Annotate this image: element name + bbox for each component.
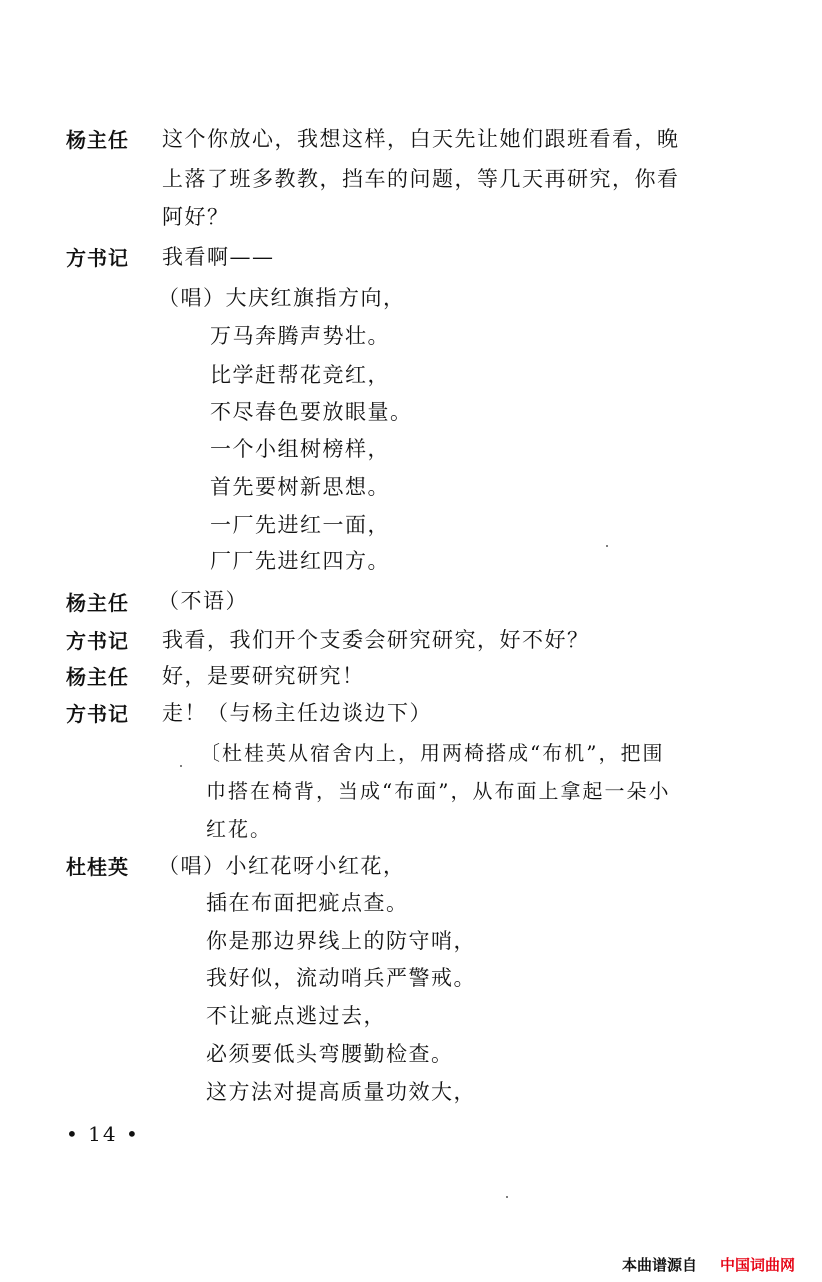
song-line: 一厂先进红一面，: [210, 513, 390, 537]
song-line: 插在布面把疵点查。: [206, 891, 409, 915]
speaker-name: 杨主任: [66, 128, 129, 152]
speaker-name: 方书记: [66, 246, 129, 270]
scan-speck: [506, 1196, 508, 1198]
stage-direction-line: 〔杜桂英从宿舍内上，用两椅搭成“布机”，把围: [200, 741, 665, 765]
dialogue-line: 我看，我们开个支委会研究研究，好不好？: [162, 628, 590, 652]
song-line: 你是那边界线上的防守哨，: [206, 929, 476, 953]
dialogue-line: 好，是要研究研究！: [162, 664, 365, 688]
footer-site-link[interactable]: 中国词曲网: [720, 1256, 796, 1274]
scan-speck: [180, 765, 182, 767]
speaker-name: 方书记: [66, 629, 129, 653]
song-line: 万马奔腾声势壮。: [210, 324, 390, 348]
song-line: 我好似，流动哨兵严警戒。: [206, 966, 476, 990]
page-number: • 14 •: [66, 1122, 140, 1146]
song-line: 不让疵点逃过去，: [206, 1004, 386, 1028]
song-line: 厂厂先进红四方。: [210, 549, 390, 573]
stage-direction-line: 红花。: [206, 817, 272, 841]
song-line: 一个小组树榜样，: [210, 437, 390, 461]
speaker-name: 杜桂英: [66, 855, 129, 879]
dialogue-line: 上落了班多教教，挡车的问题，等几天再研究，你看: [162, 167, 680, 191]
dialogue-line: （不语）: [158, 589, 248, 613]
dialogue-line: 我看啊——: [162, 245, 275, 269]
song-line: （唱）小红花呀小红花，: [158, 854, 406, 878]
dialogue-line: 阿好？: [162, 205, 230, 229]
song-line: 这方法对提高质量功效大，: [206, 1080, 476, 1104]
song-line: 必须要低头弯腰勤检查。: [206, 1042, 454, 1066]
speaker-name: 杨主任: [66, 665, 129, 689]
song-line: 首先要树新思想。: [210, 475, 390, 499]
song-line: （唱）大庆红旗指方向，: [158, 286, 406, 310]
dialogue-line: 这个你放心，我想这样，白天先让她们跟班看看，晚: [162, 127, 680, 151]
footer-source-text: 本曲谱源自: [622, 1256, 698, 1274]
speaker-name: 杨主任: [66, 591, 129, 615]
dialogue-line: 走！（与杨主任边谈边下）: [162, 701, 432, 725]
stage-direction-line: 巾搭在椅背，当成“布面”，从布面上拿起一朵小: [206, 779, 671, 803]
scan-speck: [606, 545, 608, 547]
song-line: 比学赶帮花竞红，: [210, 363, 390, 387]
song-line: 不尽春色要放眼量。: [210, 400, 413, 424]
speaker-name: 方书记: [66, 702, 129, 726]
